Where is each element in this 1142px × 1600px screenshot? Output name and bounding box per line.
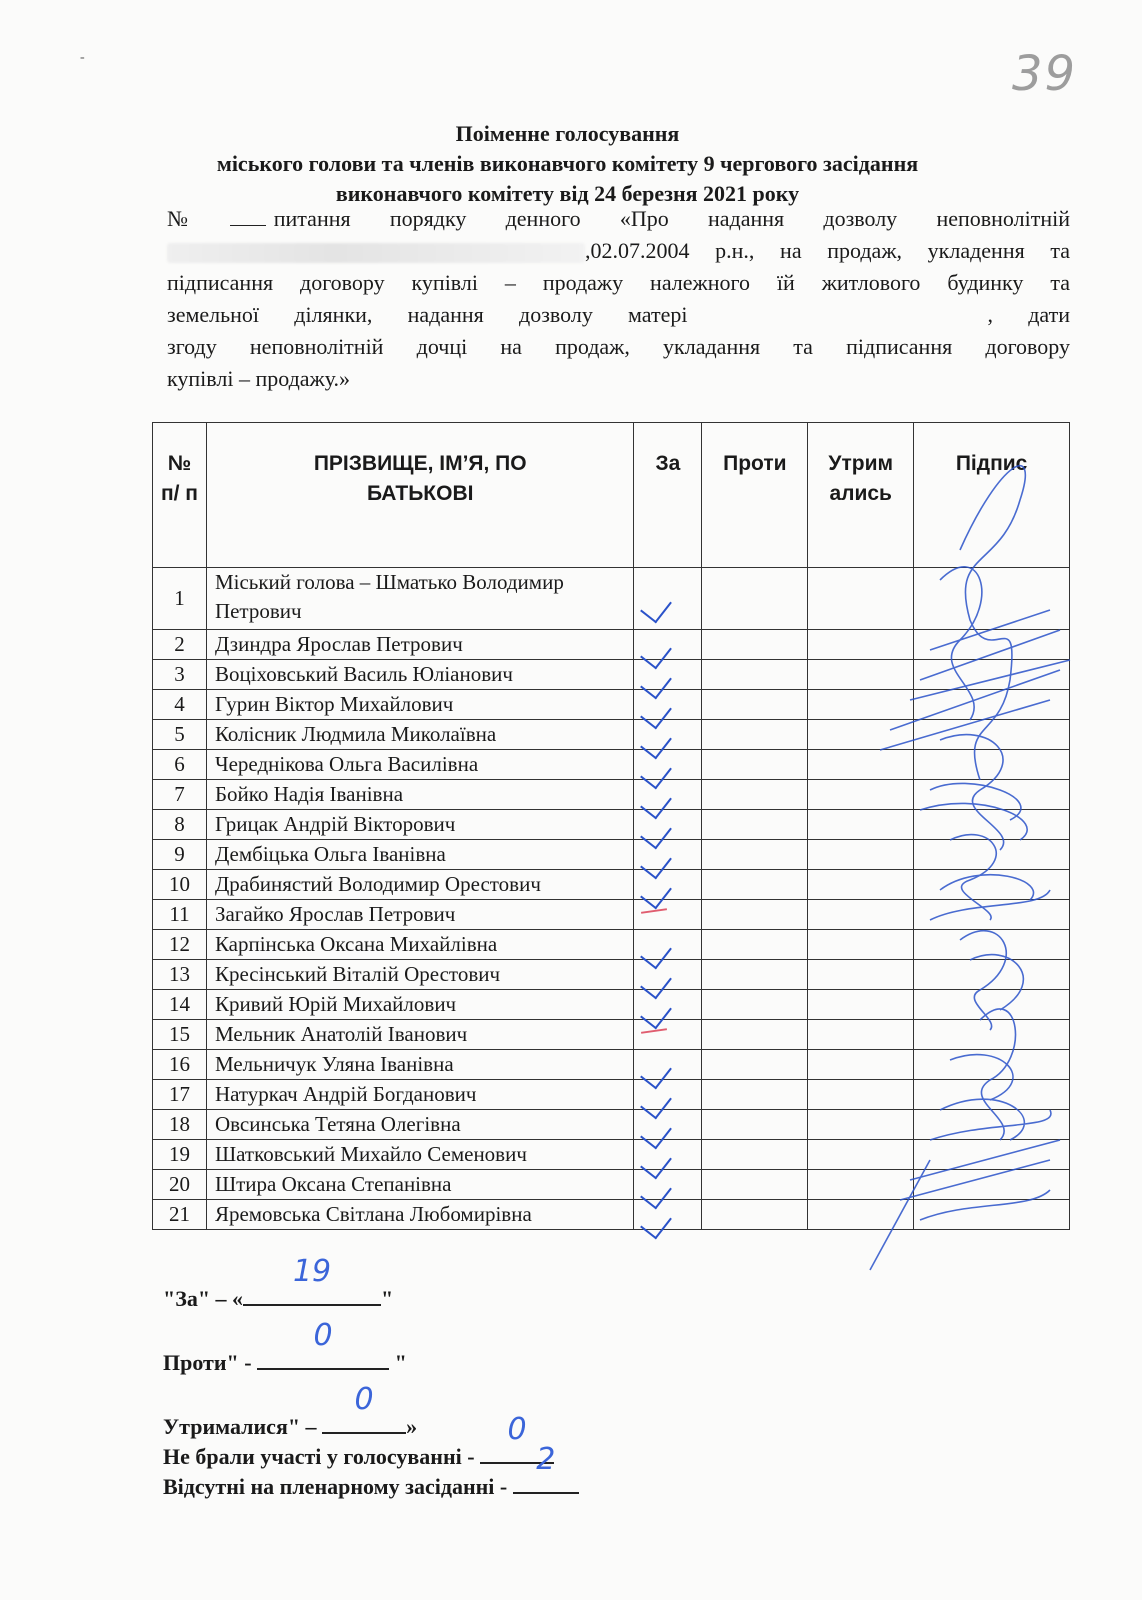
signature-cell (914, 870, 1070, 900)
vote-abstain-cell (808, 900, 914, 930)
table-row (153, 690, 1070, 720)
table-row (153, 840, 1070, 870)
vote-for-cell (634, 690, 702, 720)
vote-abstain-cell (808, 1170, 914, 1200)
member-name: Штира Оксана Степанівна (206, 1170, 634, 1200)
vote-abstain-cell (808, 870, 914, 900)
vote-abstain-cell (808, 568, 914, 630)
header-abstain: Утрим ались (808, 423, 914, 568)
table-row (153, 568, 1070, 630)
row-number: 17 (153, 1080, 207, 1110)
table-row (153, 720, 1070, 750)
vote-abstain-cell (808, 930, 914, 960)
table-row (153, 780, 1070, 810)
question-line-4: земельної ділянки, надання дозволу матері (167, 302, 688, 327)
signature-cell (914, 810, 1070, 840)
vote-against-cell (702, 1050, 808, 1080)
summary-against: Проти" - 0 " (163, 1318, 407, 1375)
question-line-4-end: , дати (987, 302, 1070, 327)
table-row (153, 960, 1070, 990)
vote-against-cell (702, 780, 808, 810)
member-name: Колісник Людмила Миколаївна (206, 720, 634, 750)
table-row (153, 1080, 1070, 1110)
vote-against-cell (702, 690, 808, 720)
vote-for-cell (634, 900, 702, 930)
vote-against-cell (702, 810, 808, 840)
member-name: Дзиндра Ярослав Петрович (206, 630, 634, 660)
member-name: Шатковський Михайло Семенович (206, 1140, 634, 1170)
not-voted-handwritten: 0 (507, 1412, 527, 1447)
row-number: 3 (153, 660, 207, 690)
row-number: 5 (153, 720, 207, 750)
vote-against-cell (702, 870, 808, 900)
member-name: Міський голова – Шматько Володимир Петрович (206, 568, 634, 630)
member-name: Мельник Анатолій Іванович (206, 1020, 634, 1050)
vote-against-cell (702, 1170, 808, 1200)
vote-for-cell (634, 1200, 702, 1230)
vote-abstain-cell (808, 630, 914, 660)
vote-for-cell (634, 720, 702, 750)
row-number: 8 (153, 810, 207, 840)
member-name: Кресінський Віталій Орестович (206, 960, 634, 990)
checkmark-icon (640, 590, 672, 623)
vote-against-cell (702, 660, 808, 690)
row-number: 19 (153, 1140, 207, 1170)
vote-against-cell (702, 1140, 808, 1170)
signature-cell (914, 660, 1070, 690)
title-line-2: міського голови та членів виконавчого комітету 9 чергового засідання (216, 151, 919, 176)
member-name: Овсинська Тетяна Олегівна (206, 1110, 634, 1140)
document-title (140, 119, 995, 209)
redacted-name (167, 243, 585, 263)
vote-against-cell (702, 1110, 808, 1140)
member-name: Мельничук Уляна Іванівна (206, 1050, 634, 1080)
member-name: Карпінська Оксана Михайлівна (206, 930, 634, 960)
vote-against-cell (702, 720, 808, 750)
table-row (153, 810, 1070, 840)
row-number: 11 (153, 900, 207, 930)
vote-against-cell (702, 930, 808, 960)
header-for: За (634, 423, 702, 568)
vote-abstain-cell (808, 780, 914, 810)
vote-for-cell (634, 840, 702, 870)
summary-for: "За" – « 19 " (163, 1254, 394, 1311)
signature-cell (914, 1020, 1070, 1050)
vote-for-cell (634, 630, 702, 660)
vote-against-cell (702, 1200, 808, 1230)
question-line-3: підписання договору купівлі – продажу належного їй житлового будинку та (167, 270, 1070, 295)
signature-cell (914, 1140, 1070, 1170)
summary-absent: Відсутні на пленарному засіданні - 2 (163, 1468, 579, 1500)
vote-abstain-cell (808, 1080, 914, 1110)
vote-against-cell (702, 900, 808, 930)
member-name: Бойко Надія Іванівна (206, 780, 634, 810)
row-number: 7 (153, 780, 207, 810)
vote-abstain-cell (808, 690, 914, 720)
row-number: 13 (153, 960, 207, 990)
vote-for-cell (634, 1170, 702, 1200)
member-name: Драбинястий Володимир Орестович (206, 870, 634, 900)
table-row (153, 750, 1070, 780)
vote-for-cell (634, 1050, 702, 1080)
vote-abstain-cell (808, 1200, 914, 1230)
signature-cell (914, 1110, 1070, 1140)
vote-abstain-cell (808, 720, 914, 750)
vote-against-cell (702, 1020, 808, 1050)
abstain-count-field (322, 1382, 406, 1434)
table-row (153, 870, 1070, 900)
vote-abstain-cell (808, 810, 914, 840)
signature-cell (914, 690, 1070, 720)
against-count-handwritten: 0 (313, 1318, 333, 1353)
voting-table (152, 422, 1070, 1230)
vote-abstain-cell (808, 660, 914, 690)
row-number: 10 (153, 870, 207, 900)
table-row (153, 1200, 1070, 1230)
vote-abstain-cell (808, 840, 914, 870)
against-count-field (257, 1318, 389, 1370)
vote-against-cell (702, 630, 808, 660)
member-name: Грицак Андрій Вікторович (206, 810, 634, 840)
vote-for-cell (634, 810, 702, 840)
abstain-count-handwritten: 0 (354, 1382, 374, 1417)
number-blank (230, 205, 266, 226)
header-name: ПРІЗВИЩЕ, ІМ’Я, ПО БАТЬКОВІ (206, 423, 634, 568)
header-against: Проти (702, 423, 808, 568)
signature-cell (914, 840, 1070, 870)
vote-for-cell (634, 990, 702, 1020)
table-row (153, 990, 1070, 1020)
table-row (153, 1170, 1070, 1200)
vote-abstain-cell (808, 1110, 914, 1140)
question-line-6: купівлі – продажу.» (167, 366, 351, 391)
signature-cell (914, 900, 1070, 930)
row-number: 1 (153, 568, 207, 630)
question-line-5: згоду неповнолітній дочці на продаж, укладання та підписання договору (167, 334, 1070, 359)
row-number: 18 (153, 1110, 207, 1140)
member-name: Воціховський Василь Юліанович (206, 660, 634, 690)
vote-against-cell (702, 750, 808, 780)
table-header-row (153, 423, 1070, 568)
summary-not-voted: Не брали участі у голосуванні - 0 (163, 1438, 554, 1470)
table-row (153, 900, 1070, 930)
table-row (153, 630, 1070, 660)
table-row (153, 660, 1070, 690)
vote-against-cell (702, 960, 808, 990)
vote-against-cell (702, 990, 808, 1020)
signature-cell (914, 568, 1070, 630)
vote-abstain-cell (808, 960, 914, 990)
member-name: Яремовська Світлана Любомирівна (206, 1200, 634, 1230)
question-line-1: питання порядку денного «Про надання дозволу неповнолітній (273, 206, 1070, 231)
question-line-2: ,02.07.2004 р.н., на продаж, укладення та (585, 238, 1070, 263)
vote-for-cell (634, 1080, 702, 1110)
header-signature: Підпис (914, 423, 1070, 568)
signature-cell (914, 1080, 1070, 1110)
vote-abstain-cell (808, 750, 914, 780)
vote-for-cell (634, 1140, 702, 1170)
for-count-handwritten: 19 (292, 1254, 332, 1289)
signature-cell (914, 930, 1070, 960)
signature-cell (914, 1050, 1070, 1080)
title-line-1: Поіменне голосування (455, 121, 680, 146)
header-number: № п/ п (153, 423, 207, 568)
number-sign: № (167, 206, 222, 231)
checkmark-icon (640, 1206, 672, 1239)
vote-for-cell (634, 930, 702, 960)
vote-for-cell (634, 750, 702, 780)
vote-abstain-cell (808, 1050, 914, 1080)
signature-cell (914, 720, 1070, 750)
vote-against-cell (702, 840, 808, 870)
table-row (153, 930, 1070, 960)
member-name: Натуркач Андрій Богданович (206, 1080, 634, 1110)
vote-abstain-cell (808, 1020, 914, 1050)
row-number: 20 (153, 1170, 207, 1200)
signature-cell (914, 1200, 1070, 1230)
row-number: 2 (153, 630, 207, 660)
summary-abstain: Утрималися" – 0 » (163, 1382, 418, 1439)
handwritten-page-number: 39 (1012, 46, 1078, 102)
row-number: 4 (153, 690, 207, 720)
signature-cell (914, 1170, 1070, 1200)
member-name: Загайко Ярослав Петрович (206, 900, 634, 930)
row-number: 12 (153, 930, 207, 960)
vote-for-cell (634, 870, 702, 900)
signature-cell (914, 780, 1070, 810)
vote-for-cell (634, 568, 702, 630)
row-number: 9 (153, 840, 207, 870)
absent-handwritten: 2 (536, 1442, 556, 1477)
row-number: 6 (153, 750, 207, 780)
agenda-question (167, 203, 1070, 395)
table-row (153, 1050, 1070, 1080)
member-name: Кривий Юрій Михайлович (206, 990, 634, 1020)
vote-abstain-cell (808, 990, 914, 1020)
vote-for-cell (634, 660, 702, 690)
table-row (153, 1110, 1070, 1140)
row-number: 15 (153, 1020, 207, 1050)
vote-against-cell (702, 1080, 808, 1110)
vote-for-cell (634, 1110, 702, 1140)
scan-speck: - (80, 50, 85, 65)
signature-cell (914, 630, 1070, 660)
row-number: 21 (153, 1200, 207, 1230)
member-name: Череднікова Ольга Василівна (206, 750, 634, 780)
member-name: Дембіцька Ольга Іванівна (206, 840, 634, 870)
absent-count-field (513, 1442, 579, 1494)
vote-for-cell (634, 780, 702, 810)
table-row (153, 1020, 1070, 1050)
vote-for-cell (634, 1020, 702, 1050)
row-number: 14 (153, 990, 207, 1020)
table-row (153, 1140, 1070, 1170)
vote-against-cell (702, 568, 808, 630)
signature-cell (914, 960, 1070, 990)
signature-cell (914, 750, 1070, 780)
row-number: 16 (153, 1050, 207, 1080)
vote-abstain-cell (808, 1140, 914, 1170)
signature-cell (914, 990, 1070, 1020)
member-name: Гурин Віктор Михайлович (206, 690, 634, 720)
vote-for-cell (634, 960, 702, 990)
title-line-3: виконавчого комітету від 24 березня 2021 року (335, 181, 800, 206)
